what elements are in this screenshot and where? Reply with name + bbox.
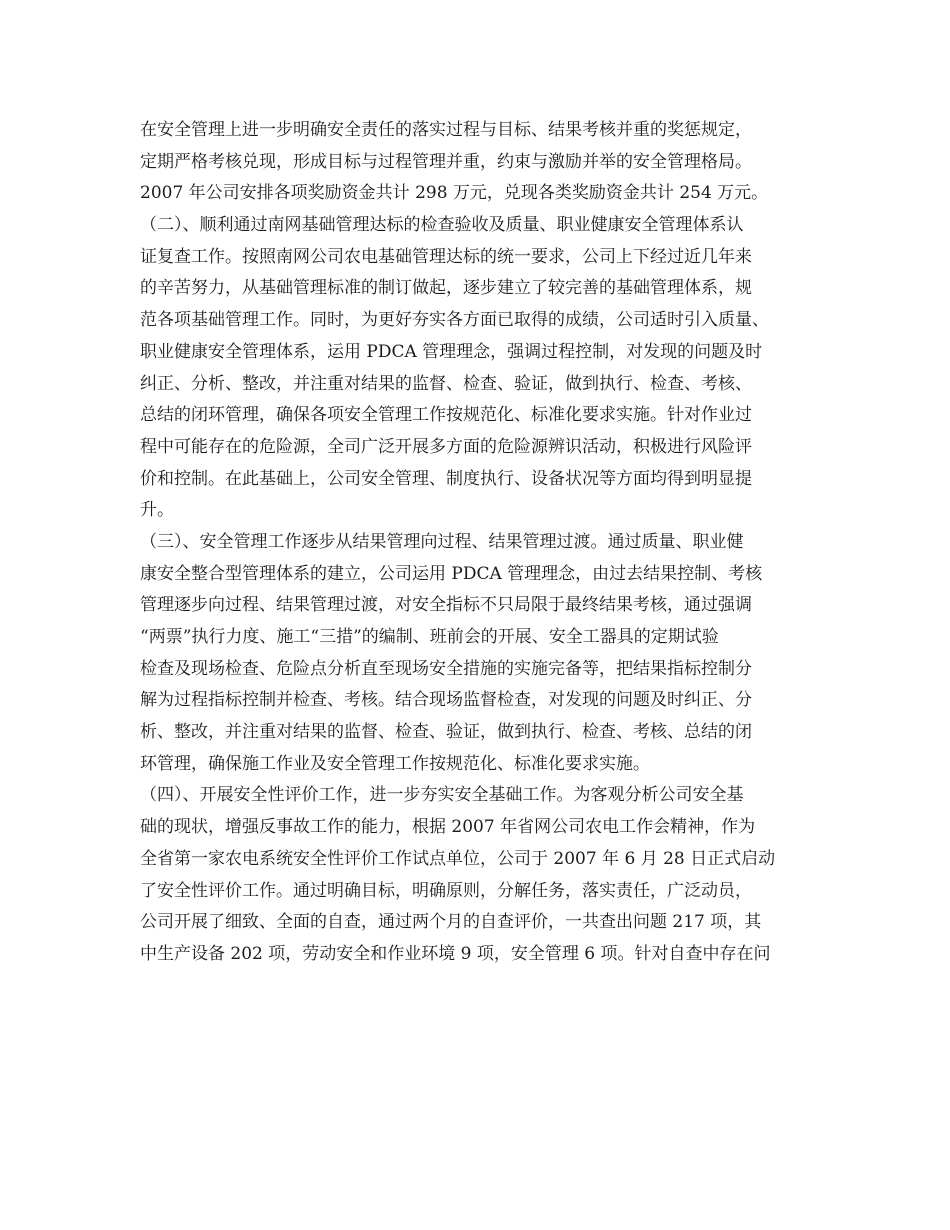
text-line: 在安全管理上进一步明确安全责任的落实过程与目标、结果考核并重的奖惩规定， (140, 120, 752, 140)
text-line: 析、整改，并注重对结果的监督、检查、验证，做到执行、检查、考核、总结的闭 (140, 722, 752, 743)
text-line: 范各项基础管理工作。同时，为更好夯实各方面已取得的成绩，公司适时引入质量、 (140, 310, 769, 331)
text-line: 纠正、分析、整改，并注重对结果的监督、检查、验证，做到执行、检查、考核、 (140, 373, 752, 394)
text-line: 环管理，确保施工作业及安全管理工作按规范化、标准化要求实施。 (140, 753, 650, 774)
text-line: 全省第一家农电系统安全性评价工作试点单位，公司于 2007 年 6 月 28 日正式启动 (140, 848, 776, 869)
text-line: 中生产设备 202 项，劳动安全和作业环境 9 项，安全管理 6 项。针对自查中存在问 (140, 943, 771, 964)
text-line: 价和控制。在此基础上，公司安全管理、制度执行、设备状况等方面均得到明显提 (140, 468, 752, 489)
text-line: 职业健康安全管理体系，运用 PDCA 管理理念，强调过程控制，对发现的问题及时 (140, 341, 763, 362)
text-line: 检查及现场检查、危险点分析直至现场安全措施的实施完备等，把结果指标控制分 (140, 658, 752, 679)
text-line: 程中可能存在的危险源，全司广泛开展多方面的危险源辨识活动，积极进行风险评 (140, 436, 752, 457)
text-line: 础的现状，增强反事故工作的能力，根据 2007 年省网公司农电工作会精神，作为 (140, 817, 756, 838)
text-line: 总结的闭环管理，确保各项安全管理工作按规范化、标准化要求实施。针对作业过 (140, 405, 752, 426)
text-line: 解为过程指标控制并检查、考核。结合现场监督检查，对发现的问题及时纠正、分 (140, 690, 752, 711)
text-line: 2007 年公司安排各项奖励资金共计 298 万元，兑现各类奖励资金共计 254 万元。 (140, 183, 769, 204)
text-line: 管理逐步向过程、结果管理过渡，对安全指标不只局限于最终结果考核，通过强调 (140, 595, 752, 616)
section-two-heading-line: （二）、顺利通过南网基础管理达标的检查验收及质量、职业健康安全管理体系认 (140, 215, 744, 236)
body-text (140, 115, 830, 971)
text-line: 升。 (140, 500, 174, 521)
text-line: 公司开展了细致、全面的自查，通过两个月的自查评价，一共查出问题 217 项，其 (140, 912, 762, 933)
section-three-heading-line: （三）、安全管理工作逐步从结果管理向过程、结果管理过渡。通过质量、职业健 (140, 531, 744, 552)
text-line: 定期严格考核兑现，形成目标与过程管理并重，约束与激励并举的安全管理格局。 (140, 151, 752, 172)
text-line: “两票”执行力度、施工“三措”的编制、班前会的开展、安全工器具的定期试验 (140, 627, 719, 647)
text-line: 证复查工作。按照南网公司农电基础管理达标的统一要求，公司上下经过近几年来 (140, 246, 752, 267)
text-line: 了安全性评价工作。通过明确目标，明确原则，分解任务，落实责任，广泛动员， (140, 880, 752, 901)
section-four-heading-line: （四）、开展安全性评价工作，进一步夯实安全基础工作。为客观分析公司安全基 (140, 785, 744, 806)
text-line: 的辛苦努力，从基础管理标准的制订做起，逐步建立了较完善的基础管理体系，规 (140, 278, 752, 299)
text-line: 康安全整合型管理体系的建立，公司运用 PDCA 管理理念，由过去结果控制、考核 (140, 563, 763, 584)
